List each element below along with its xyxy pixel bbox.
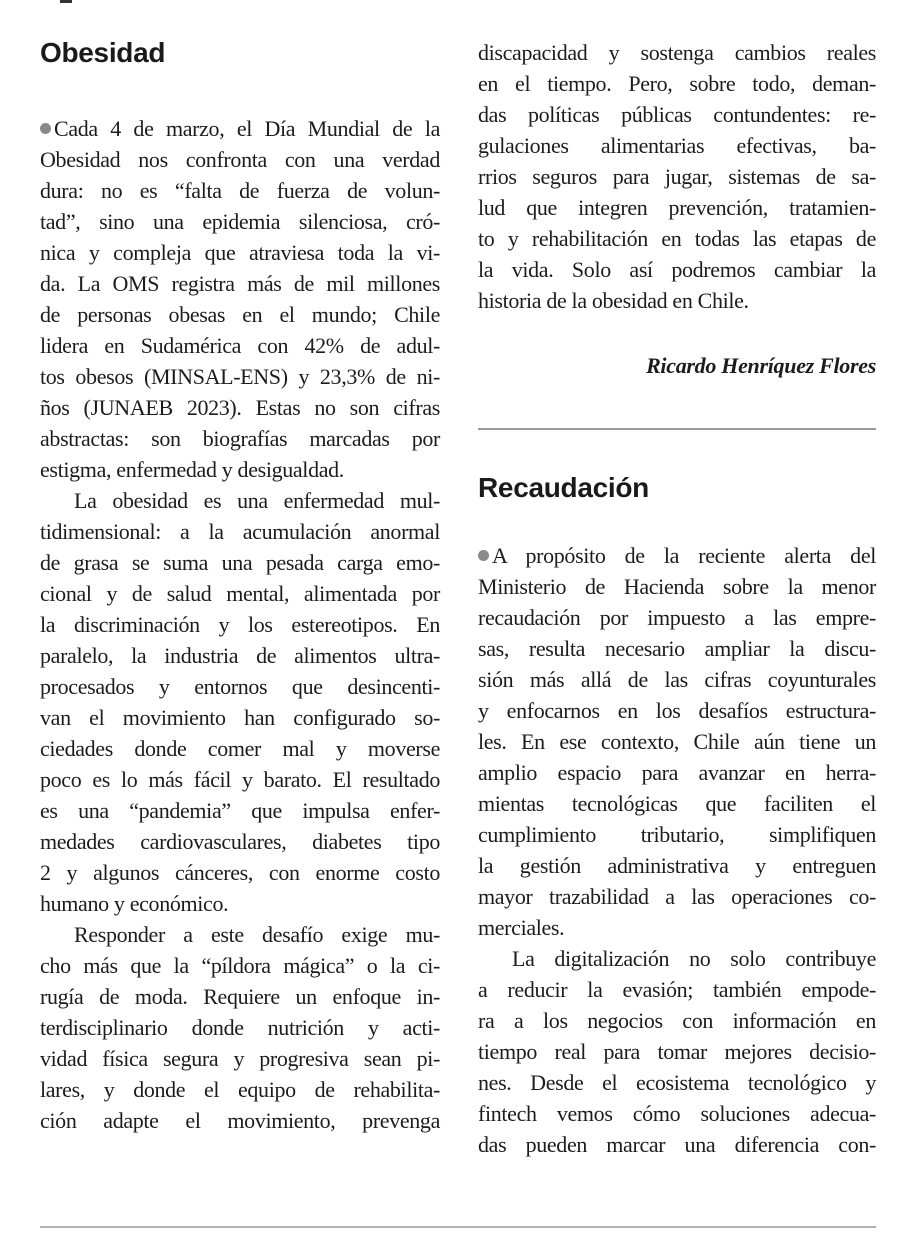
article-line: poco es lo más fácil y barato. El resultado — [40, 767, 440, 792]
article-line: ños (JUNAEB 2023). Estas no son cifras — [40, 395, 440, 420]
article-line: de grasa se suma una pesada carga emo- — [40, 550, 440, 575]
page-top-mark — [60, 0, 72, 3]
article-line: dura: no es “falta de fuerza de volun- — [40, 178, 440, 203]
article-line: mayor trazabilidad a las operaciones co- — [478, 884, 876, 909]
article-line: discapacidad y sostenga cambios reales — [478, 40, 876, 65]
article-line: Ministerio de Hacienda sobre la menor — [478, 574, 876, 599]
article-line: da. La OMS registra más de mil millones — [40, 271, 440, 296]
article-line: La digitalización no solo contribuye — [512, 946, 876, 971]
article-line: en el tiempo. Pero, sobre todo, deman- — [478, 71, 876, 96]
article-line: estigma, enfermedad y desigualdad. — [40, 457, 344, 482]
article-line: la discriminación y los estereotipos. En — [40, 612, 440, 637]
article-line: sas, resulta necesario ampliar la discu- — [478, 636, 876, 661]
article-line: terdisciplinario donde nutrición y acti- — [40, 1015, 440, 1040]
article-line: van el movimiento han configurado so- — [40, 705, 440, 730]
article-line: es una “pandemia” que impulsa enfer- — [40, 798, 440, 823]
article-line: merciales. — [478, 915, 565, 940]
article-line: Obesidad nos confronta con una verdad — [40, 147, 440, 172]
bullet-icon — [478, 550, 489, 561]
article-line: rrios seguros para jugar, sistemas de sa- — [478, 164, 876, 189]
article-line: medades cardiovasculares, diabetes tipo — [40, 829, 440, 854]
recaudacion-first-line: A propósito de la reciente alerta del — [478, 540, 876, 571]
article-line: to y rehabilitación en todas las etapas de — [478, 226, 876, 251]
article-line: lares, y donde el equipo de rehabilita- — [40, 1077, 440, 1102]
article-line: lidera en Sudamérica con 42% de adul- — [40, 333, 440, 358]
article-line: ción adapte el movimiento, prevenga — [40, 1108, 440, 1133]
article-line: amplio espacio para avanzar en herra- — [478, 760, 876, 785]
article-line: das pueden marcar una diferencia con- — [478, 1132, 876, 1157]
article-line: lud que integren prevención, tratamien- — [478, 195, 876, 220]
article-line: humano y económico. — [40, 891, 229, 916]
article-line: das políticas públicas contundentes: re- — [478, 102, 876, 127]
article-line: tos obesos (MINSAL-ENS) y 23,3% de ni- — [40, 364, 440, 389]
article-line: 2 y algunos cánceres, con enorme costo — [40, 860, 440, 885]
obesidad-heading: Obesidad — [40, 37, 166, 68]
article-line: tad”, sino una epidemia silenciosa, cró- — [40, 209, 440, 234]
article-line: la gestión administrativa y entreguen — [478, 853, 876, 878]
article-line: Responder a este desafío exige mu- — [74, 922, 440, 947]
article-line: cho más que la “píldora mágica” o la ci- — [40, 953, 440, 978]
article-line: La obesidad es una enfermedad mul- — [74, 488, 440, 513]
article-line: la vida. Solo así podremos cambiar la — [478, 257, 876, 282]
article-line: mientas tecnológicas que faciliten el — [478, 791, 876, 816]
article-line: historia de la obesidad en Chile. — [478, 288, 749, 313]
article-line: les. En ese contexto, Chile aún tiene un — [478, 729, 876, 754]
article-line: gulaciones alimentarias efectivas, ba- — [478, 133, 876, 158]
obesidad-first-line: Cada 4 de marzo, el Día Mundial de la — [40, 113, 440, 144]
article-line: cumplimiento tributario, simplifiquen — [478, 822, 876, 847]
article-line: sión más allá de las cifras coyunturales — [478, 667, 876, 692]
article-line: recaudación por impuesto a las empre- — [478, 605, 876, 630]
section-divider — [478, 428, 876, 430]
article-line: nica y compleja que atraviesa toda la vi- — [40, 240, 440, 265]
article-line: cional y de salud mental, alimentada por — [40, 581, 440, 606]
recaudacion-heading: Recaudación — [478, 472, 649, 503]
article-line: paralelo, la industria de alimentos ultra- — [40, 643, 440, 668]
article-line: ra a los negocios con información en — [478, 1008, 876, 1033]
article-line: de personas obesas en el mundo; Chile — [40, 302, 440, 327]
article-line: a reducir la evasión; también empode- — [478, 977, 876, 1002]
article-line: fintech vemos cómo soluciones adecua- — [478, 1101, 876, 1126]
article-line: abstractas: son biografías marcadas por — [40, 426, 440, 451]
article-line: tidimensional: a la acumulación anormal — [40, 519, 440, 544]
author-signature: Ricardo Henríquez Flores — [646, 353, 876, 378]
article-line: tiempo real para tomar mejores decisio- — [478, 1039, 876, 1064]
article-line: vidad física segura y progresiva sean pi- — [40, 1046, 440, 1071]
article-line: ciedades donde comer mal y moverse — [40, 736, 440, 761]
article-line: y enfocarnos en los desafíos estructura- — [478, 698, 876, 723]
bottom-divider — [40, 1226, 876, 1228]
article-line: rugía de moda. Requiere un enfoque in- — [40, 984, 440, 1009]
article-line: procesados y entornos que desincenti- — [40, 674, 440, 699]
bullet-icon — [40, 123, 51, 134]
article-line: nes. Desde el ecosistema tecnológico y — [478, 1070, 876, 1095]
